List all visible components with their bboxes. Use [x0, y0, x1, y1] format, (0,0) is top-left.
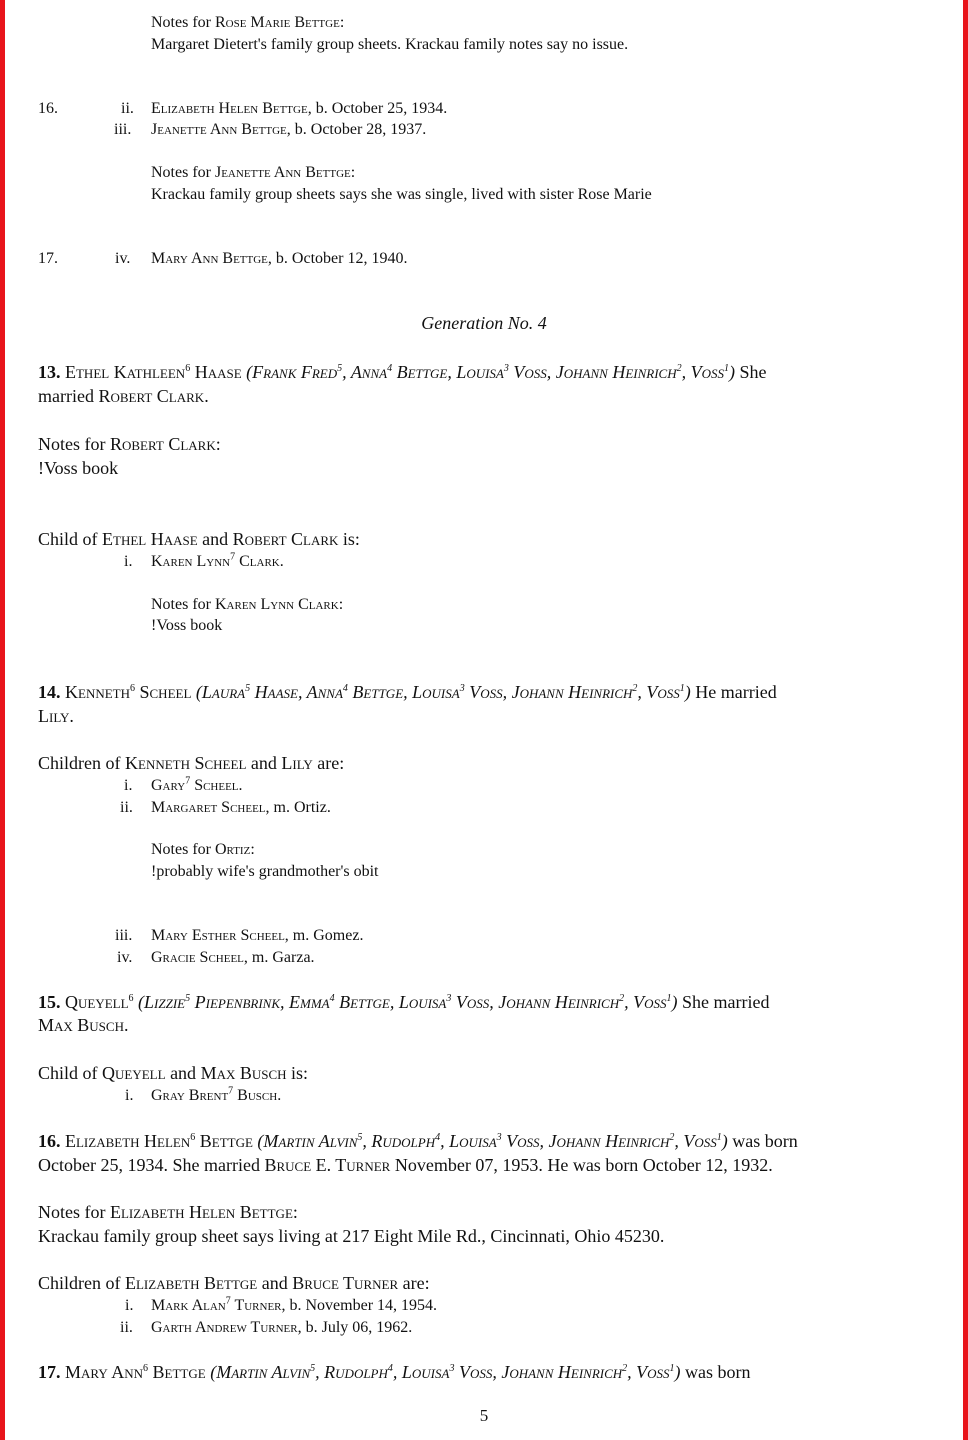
notes-heading: Notes for Rose Marie Bettge: — [151, 14, 345, 31]
notes-text: !probably wife's grandmother's obit — [151, 863, 379, 880]
page-number: 5 — [479, 1406, 489, 1425]
child-roman: ii. — [121, 100, 134, 117]
child-entry: Gracie Scheel, m. Garza. — [151, 949, 315, 966]
entry-13-marriage: married Robert Clark. — [38, 386, 209, 406]
child-entry: Gary$^7$ Scheel. — [151, 775, 243, 794]
children-intro: Children of Kenneth Scheel and Lily are: — [38, 753, 345, 773]
entry-15-marriage: Max Busch. — [38, 1015, 129, 1035]
notes-text: Krackau family group sheet says living at 217 Eight Mile Rd., Cincinnati, Ohio 45230. — [38, 1226, 665, 1246]
child-roman: i. — [125, 1087, 134, 1104]
child-entry: Mary Esther Scheel, m. Gomez. — [151, 927, 364, 944]
children-intro: Child of Ethel Haase and Robert Clark is: — [38, 529, 360, 549]
children-intro: Child of Queyell and Max Busch is: — [38, 1063, 309, 1083]
child-roman: iii. — [114, 121, 132, 138]
notes-text: !Voss book — [38, 458, 119, 478]
child-entry: Elizabeth Helen Bettge, b. October 25, 1934. — [151, 100, 448, 117]
child-roman: ii. — [120, 799, 133, 816]
children-intro: Children of Elizabeth Bettge and Bruce Turner are: — [38, 1273, 430, 1293]
child-entry: Margaret Scheel, m. Ortiz. — [151, 799, 331, 816]
child-entry: Karen Lynn$^7$ Clark. — [151, 551, 284, 570]
notes-heading: Notes for Ortiz: — [151, 841, 255, 858]
child-roman: iv. — [117, 949, 133, 966]
notes-heading: Notes for Karen Lynn Clark: — [151, 596, 344, 613]
notes-text: !Voss book — [151, 617, 223, 634]
notes-text: Margaret Dietert's family group sheets. Krackau family notes say no issue. — [151, 36, 629, 53]
child-roman: i. — [124, 777, 133, 794]
gen-number: 16. — [38, 100, 58, 117]
entry-13-heading: 13. Ethel Kathleen$^6$ Haase (Frank Fred$^5$, Anna$^4$ Bettge, Louisa$^3$ Voss, Johann Heinrich$^2$, Voss$^1$) She — [38, 362, 767, 382]
notes-heading: Notes for Elizabeth Helen Bettge: — [38, 1202, 298, 1222]
child-roman: iii. — [115, 927, 133, 944]
child-roman: iv. — [115, 250, 131, 267]
child-entry: Gray Brent$^7$ Busch. — [151, 1085, 282, 1104]
child-entry: Mary Ann Bettge, b. October 12, 1940. — [151, 250, 408, 267]
generation-heading: Generation No. 4 — [421, 313, 547, 333]
notes-text: Krackau family group sheets says she was single, lived with sister Rose Marie — [151, 186, 652, 203]
notes-heading: Notes for Jeanette Ann Bettge: — [151, 164, 356, 181]
entry-15-heading: 15. Queyell$^6$ (Lizzie$^5$ Piepenbrink, Emma$^4$ Bettge, Louisa$^3$ Voss, Johann Heinrich$^2$, Voss$^1$) She married — [38, 992, 770, 1012]
notes-heading: Notes for Robert Clark: — [38, 434, 221, 454]
entry-14-marriage: Lily. — [38, 706, 74, 726]
gen-number: 17. — [38, 250, 58, 267]
child-entry: Jeanette Ann Bettge, b. October 28, 1937. — [151, 121, 427, 138]
child-entry: Garth Andrew Turner, b. July 06, 1962. — [151, 1319, 413, 1336]
entry-16-marriage: October 25, 1934. She married Bruce E. Turner November 07, 1953. He was born October 12, 1932. — [38, 1155, 773, 1175]
child-roman: i. — [125, 1297, 134, 1314]
child-entry: Mark Alan$^7$ Turner, b. November 14, 1954. — [151, 1295, 438, 1314]
entry-16-heading: 16. Elizabeth Helen$^6$ Bettge (Martin Alvin$^5$, Rudolph$^4$, Louisa$^3$ Voss, Johann Heinrich$^2$, Voss$^1$) was born — [38, 1131, 798, 1151]
entry-14-heading: 14. Kenneth$^6$ Scheel (Laura$^5$ Haase, Anna$^4$ Bettge, Louisa$^3$ Voss, Johann Heinrich$^2$, Voss$^1$) He married — [38, 682, 777, 702]
child-roman: ii. — [120, 1319, 133, 1336]
child-roman: i. — [124, 553, 133, 570]
entry-17-heading: 17. Mary Ann$^6$ Bettge (Martin Alvin$^5$, Rudolph$^4$, Louisa$^3$ Voss, Johann Heinrich$^2$, Voss$^1$) was born — [38, 1362, 751, 1382]
